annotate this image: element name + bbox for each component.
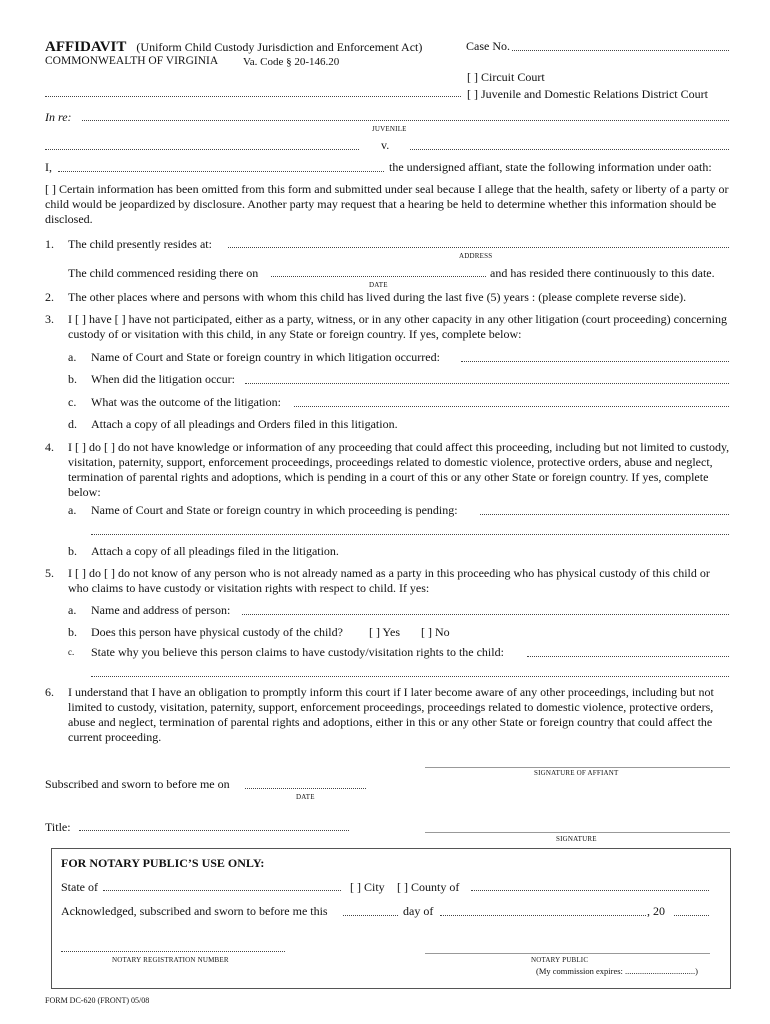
item-3d-letter: d. [68,417,77,431]
notary-state-label: State of [61,880,98,894]
juvenile-name-field[interactable] [82,120,729,121]
item-2-number: 2. [45,290,54,304]
item-5-text: I [ ] do [ ] do not know of any person who is not already named as a party in this proceeding who has physical custody of this child or who claims to have custody or visitation rights with respect to child. If yes: [68,566,710,595]
item-5c-field-continued[interactable] [91,676,729,677]
item-5a-letter: a. [68,603,77,617]
item-4a-text: Name of Court and State or foreign country in which proceeding is pending: [91,503,458,517]
signature-caption: SIGNATURE [556,835,597,843]
notary-day-of-label: day of [403,904,434,918]
item-1-commenced: The child commenced residing there on [68,266,259,280]
juvenile-caption: JUVENILE [372,125,407,133]
versus-label: v. [381,138,390,152]
code-reference: Va. Code § 20-146.20 [243,56,340,68]
item-3a-text: Name of Court and State or foreign country in which litigation occurred: [91,350,440,364]
item-3c-letter: c. [68,395,77,409]
item-3b-letter: b. [68,372,77,386]
title-label: Title: [45,820,71,834]
item-4b-letter: b. [68,544,77,558]
item-4a-field[interactable] [480,514,729,515]
commonwealth-label: COMMONWEALTH OF VIRGINIA [45,55,219,67]
item-4b-text: Attach a copy of all pleadings filed in the litigation. [91,544,339,558]
item-5-number: 5. [45,566,54,580]
item-5c-letter: c. [68,647,75,657]
item-3c-field[interactable] [294,406,729,407]
item-4-number: 4. [45,440,54,454]
item-5c-field[interactable] [527,656,729,657]
circuit-court-checkbox[interactable]: [ ] Circuit Court [467,70,545,84]
notary-acknowledged-label: Acknowledged, subscribed and sworn to before me this [61,904,328,918]
respondent-field[interactable] [410,149,729,150]
affiant-statement: the undersigned affiant, state the following information under oath: [389,160,712,174]
affiant-signature-line[interactable] [425,767,730,768]
notary-county-field[interactable] [471,890,709,891]
item-5b-letter: b. [68,625,77,639]
item-4a-field-continued[interactable] [91,534,729,535]
notary-year-prefix: , 20 [647,904,665,918]
jdr-court-checkbox[interactable]: [ ] Juvenile and Domestic Relations District Court [467,87,708,101]
item-4a-letter: a. [68,503,77,517]
item-1-continuous: and has resided there continuously to this date. [490,266,715,280]
item-3a-letter: a. [68,350,77,364]
in-re-label: In re: [45,110,72,124]
item-6-text: I understand that I have an obligation to promptly inform this court if I later become aware of any other proceedings, including but not limited to custody, visitation, paternity, support, enforcement proceedings, proceedings related to domestic violence, protective orders, abuse and neglect, termination of parental rights and adoptions, either in this or any other State or foreign country that could affect the current proceeding. [68,685,714,744]
affiant-name-field[interactable] [58,171,384,172]
item-3c-text: What was the outcome of the litigation: [91,395,281,409]
form-title: AFFIDAVIT [45,39,127,55]
case-no-field[interactable] [512,50,729,51]
item-4-text: I [ ] do [ ] do not have knowledge or information of any proceeding that could affect this proceeding, including but not limited to custody, visitation, paternity, support, enforcement proceedings, proceedings related to domestic violence, protective orders, abuse and neglect, termination of parental rights and adoptions, which is pending in a court of this or any other State or foreign country. If yes, complete below: [68,440,730,499]
notary-year-field[interactable] [674,915,709,916]
item-1-text: The child presently resides at: [68,237,212,251]
item-3d-text: Attach a copy of all pleadings and Orders filed in this litigation. [91,417,398,431]
custody-no-checkbox[interactable]: [ ] No [421,625,450,639]
notary-commission-expires: (My commission expires: .................................) [536,966,698,976]
title-field[interactable] [79,830,349,831]
item-3-number: 3. [45,312,54,326]
item-1-number: 1. [45,237,54,251]
court-name-field[interactable] [45,96,461,97]
notary-city-checkbox[interactable]: [ ] City [350,880,385,894]
item-5a-text: Name and address of person: [91,603,231,617]
sworn-label: Subscribed and sworn to before me on [45,777,230,791]
affiant-prefix: I, [45,160,52,174]
item-5b-text: Does this person have physical custody of the child? [91,625,343,639]
petitioner-field[interactable] [45,149,359,150]
notary-registration-field[interactable] [61,951,285,952]
item-3a-field[interactable] [461,361,729,362]
address-caption: ADDRESS [459,252,493,260]
signature-line[interactable] [425,832,730,833]
item-3b-text: When did the litigation occur: [91,372,235,386]
item-2-text: The other places where and persons with whom this child has lived during the last five (5) years : (please complete reverse side). [68,290,687,304]
form-id: FORM DC-620 (FRONT) 05/08 [45,996,150,1005]
custody-yes-checkbox[interactable]: [ ] Yes [369,625,401,639]
notary-day-field[interactable] [343,915,398,916]
commenced-date-caption: DATE [369,281,388,289]
notary-signature-line[interactable] [425,953,710,954]
sworn-date-field[interactable] [245,788,366,789]
notary-registration-caption: NOTARY REGISTRATION NUMBER [112,956,229,964]
commenced-date-field[interactable] [271,276,486,277]
affiant-signature-caption: SIGNATURE OF AFFIANT [534,769,619,777]
item-5c-text: State why you believe this person claims to have custody/visitation rights to the child: [91,645,504,659]
notary-month-field[interactable] [440,915,646,916]
sworn-date-caption: DATE [296,793,315,801]
address-field[interactable] [228,247,729,248]
form-subtitle: (Uniform Child Custody Jurisdiction and Enforcement Act) [136,40,423,54]
item-6-number: 6. [45,685,54,699]
notary-state-field[interactable] [103,890,341,891]
item-3-text: I [ ] have [ ] have not participated, either as a party, witness, or in any other capacity in any other litigation (court proceeding) concerning custody of or visitation with this child, in any State or foreign country. If yes, complete below: [68,312,727,341]
case-no-label: Case No. [466,39,510,53]
item-5a-field[interactable] [242,614,729,615]
seal-notice: [ ] Certain information has been omitted from this form and submitted under seal because I allege that the health, safety or liberty of a party or child would be jeopardized by disclosure. Another party may request that a hearing be held to determine whether this information should be disclosed. [45,182,729,226]
form-title-row [45,38,422,56]
notary-public-caption: NOTARY PUBLIC [531,956,589,964]
notary-heading: FOR NOTARY PUBLIC’S USE ONLY: [61,856,265,870]
item-3b-field[interactable] [245,383,729,384]
notary-county-checkbox[interactable]: [ ] County of [397,880,460,894]
